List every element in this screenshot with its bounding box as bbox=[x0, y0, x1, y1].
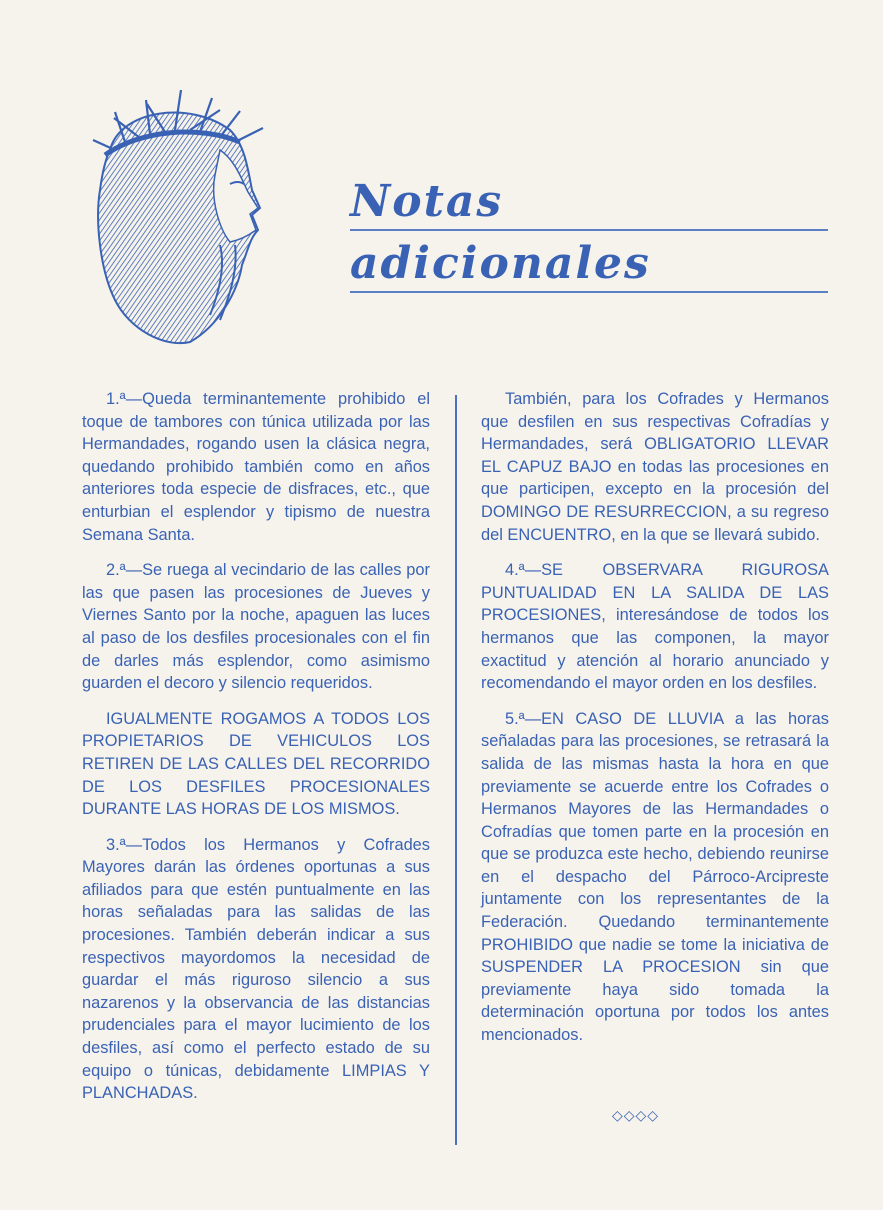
christ-portrait-icon bbox=[70, 80, 300, 350]
end-ornament: ◇◇◇◇ bbox=[612, 1108, 660, 1124]
right-column bbox=[481, 388, 829, 1060]
title-rule-top bbox=[350, 229, 828, 231]
capuz-paragraph: También, para los Cofrades y Hermanos que desfilen en sus respectivas Cofradías y Hermandades, será OBLIGATORIO LLEVAR EL CAPUZ BAJO en todas las procesiones en que participen, excepto en la procesión del DOMINGO DE RESURRECCION, a su regreso del ENCUENTRO, en la que se llevará subido. bbox=[481, 390, 829, 544]
note-5-paragraph: 5.ª—EN CASO DE LLUVIA a las horas señaladas para las procesiones, se retrasará la salida de las mismas hasta la hora en que previamente se acuerde entre los Cofrades o Hermanos Mayores de las Hermandades o Cofradías que tomen parte en la procesión en que se produzca este hecho, debiendo reunirse en el despacho del Párroco-Arcipreste juntamente con los representantes de la Federación. Quedando terminantemente PROHIBIDO que nadie se tome la iniciativa de SUSPENDER LA PROCESION sin que previamente haya sido tomada la determinación oportuna por todos los antes mencionados. bbox=[481, 709, 829, 1045]
note-3-paragraph: 3.ª—Todos los Hermanos y Cofrades Mayores darán las órdenes oportunas a sus afiliados para que estén puntualmente en las horas señaladas para las salidas de las procesiones. También deberán indicar a sus respectivos mayordomos la necesidad de guardar el más riguroso silencio a sus nazarenos y la observancia de las distancias prudenciales para el mayor lucimiento de los desfiles, así como el perfecto estado de su equipo o túnicas, debidamente LIMPIAS Y PLANCHADAS. bbox=[82, 835, 430, 1103]
note-1-paragraph: 1.ª—Queda terminantemente prohibido el toque de tambores con túnica utilizada por las Hermandades, rogando usen la clásica negra, quedando prohibido también como en años anteriores toda especie de disfraces, etc., que enturbian el esplendor y tipismo de nuestra Semana Santa. bbox=[82, 390, 430, 544]
title-rule-bottom bbox=[350, 291, 828, 293]
left-column bbox=[82, 388, 430, 1118]
title-notas: Notas bbox=[350, 176, 504, 227]
title-adicionales: adicionales bbox=[350, 238, 651, 289]
note-4-paragraph: 4.ª—SE OBSERVARA RIGUROSA PUNTUALIDAD EN LA SALIDA DE LAS PROCESIONES, interesándose de todos los hermanos que las componen, la mayor exactitud y atención al horario anunciado y recomendando el mayor orden en los desfiles. bbox=[481, 561, 829, 693]
note-2-paragraph: 2.ª—Se ruega al vecindario de las calles por las que pasen las procesiones de Jueves y Viernes Santo por la noche, apaguen las luces al paso de los desfiles procesionales con el fin de darles más esplendor, como asimismo guarden el decoro y silencio requeridos. bbox=[82, 561, 430, 693]
vehicles-notice-paragraph: IGUALMENTE ROGAMOS A TODOS LOS PROPIETARIOS DE VEHICULOS LOS RETIREN DE LAS CALLES DEL RECORRIDO DE LOS DESFILES PROCESIONALES DURANTE LAS HORAS DE LOS MISMOS. bbox=[82, 709, 430, 819]
column-divider bbox=[455, 395, 457, 1145]
